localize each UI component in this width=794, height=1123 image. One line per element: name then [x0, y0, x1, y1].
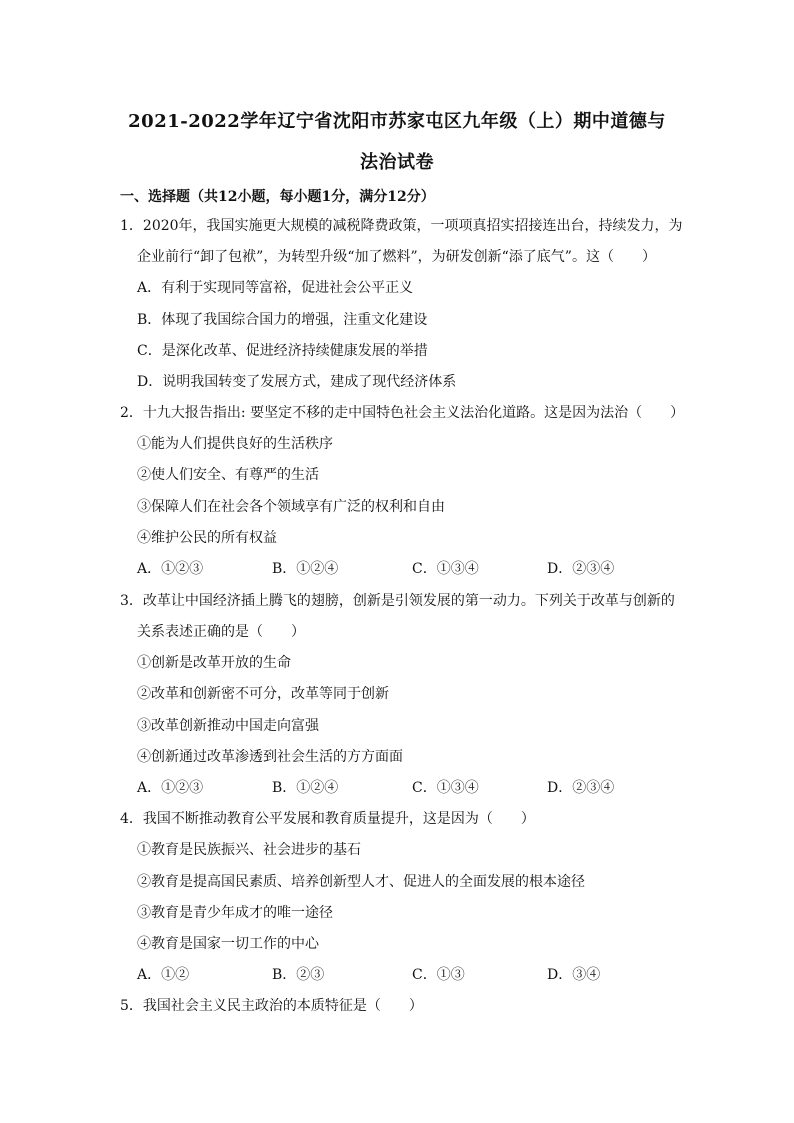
question-2-choice-a: A．①②③	[137, 561, 204, 577]
question-4-statement-3: ③教育是青少年成才的唯一途径	[137, 905, 333, 921]
question-3-stem-line-2: 关系表述正确的是（ ）	[137, 624, 305, 640]
question-4-statement-4: ④教育是国家一切工作的中心	[137, 936, 319, 952]
question-2-stem-line-1: 2．十九大报告指出: 要坚定不移的走中国特色社会主义法治化道路。这是因为法治（ ）	[120, 405, 685, 421]
question-1-option-b: B．体现了我国综合国力的增强，注重文化建设	[137, 312, 428, 328]
question-4-choice-b: B．②③	[272, 967, 325, 983]
question-2-statement-4: ④维护公民的所有权益	[137, 530, 277, 546]
question-4-choice-a: A．①②	[137, 967, 190, 983]
section-heading: 一、选择题（共12小题，每小题1分，满分12分）	[120, 189, 435, 205]
question-4-stem-line-1: 4．我国不断推动教育公平发展和教育质量提升，这是因为（ ）	[120, 811, 535, 827]
question-3-statement-4: ④创新通过改革渗透到社会生活的方方面面	[137, 749, 403, 765]
question-4-statement-2: ②教育是提高国民素质、培养创新型人才、促进人的全面发展的根本途径	[137, 874, 585, 890]
question-3-choice-b: B．①②④	[272, 780, 339, 796]
question-3-choice-a: A．①②③	[137, 780, 204, 796]
exam-title-line-2: 法治试卷	[360, 152, 434, 173]
question-1-stem-line-2: 企业前行“卸了包袱”，为转型升级“加了燃料”，为研发创新“添了底气”。这（ ）	[137, 249, 656, 265]
question-3-choice-c: C．①③④	[412, 780, 479, 796]
question-1-option-a: A．有利于实现同等富裕，促进社会公平正义	[137, 280, 414, 296]
question-2-statement-3: ③保障人们在社会各个领域享有广泛的权利和自由	[137, 499, 445, 515]
question-3-statement-2: ②改革和创新密不可分，改革等同于创新	[137, 686, 389, 702]
question-1-stem-line-1: 1．2020年，我国实施更大规模的减税降费政策，一项项真招实招接连出台，持续发力，为	[120, 218, 683, 234]
question-5-stem-line-1: 5．我国社会主义民主政治的本质特征是（ ）	[120, 998, 423, 1014]
question-2-statement-1: ①能为人们提供良好的生活秩序	[137, 436, 333, 452]
question-3-stem-line-1: 3．改革让中国经济插上腾飞的翅膀，创新是引领发展的第一动力。下列关于改革与创新的	[120, 593, 675, 609]
question-3-choice-d: D．②③④	[547, 780, 615, 796]
question-3-statement-1: ①创新是改革开放的生命	[137, 655, 291, 671]
exam-title-line-1: 2021-2022学年辽宁省沈阳市苏家屯区九年级（上）期中道德与	[128, 111, 666, 132]
question-1-option-c: C．是深化改革、促进经济持续健康发展的举措	[137, 343, 428, 359]
question-2-choice-c: C．①③④	[412, 561, 479, 577]
question-2-choice-d: D．②③④	[547, 561, 615, 577]
question-2-choice-b: B．①②④	[272, 561, 339, 577]
question-3-statement-3: ③改革创新推动中国走向富强	[137, 718, 319, 734]
question-4-choice-d: D．③④	[547, 967, 601, 983]
question-2-statement-2: ②使人们安全、有尊严的生活	[137, 467, 319, 483]
question-1-option-d: D．说明我国转变了发展方式，建成了现代经济体系	[137, 374, 457, 390]
question-4-choice-c: C．①③	[412, 967, 465, 983]
question-4-statement-1: ①教育是民族振兴、社会进步的基石	[137, 842, 361, 858]
